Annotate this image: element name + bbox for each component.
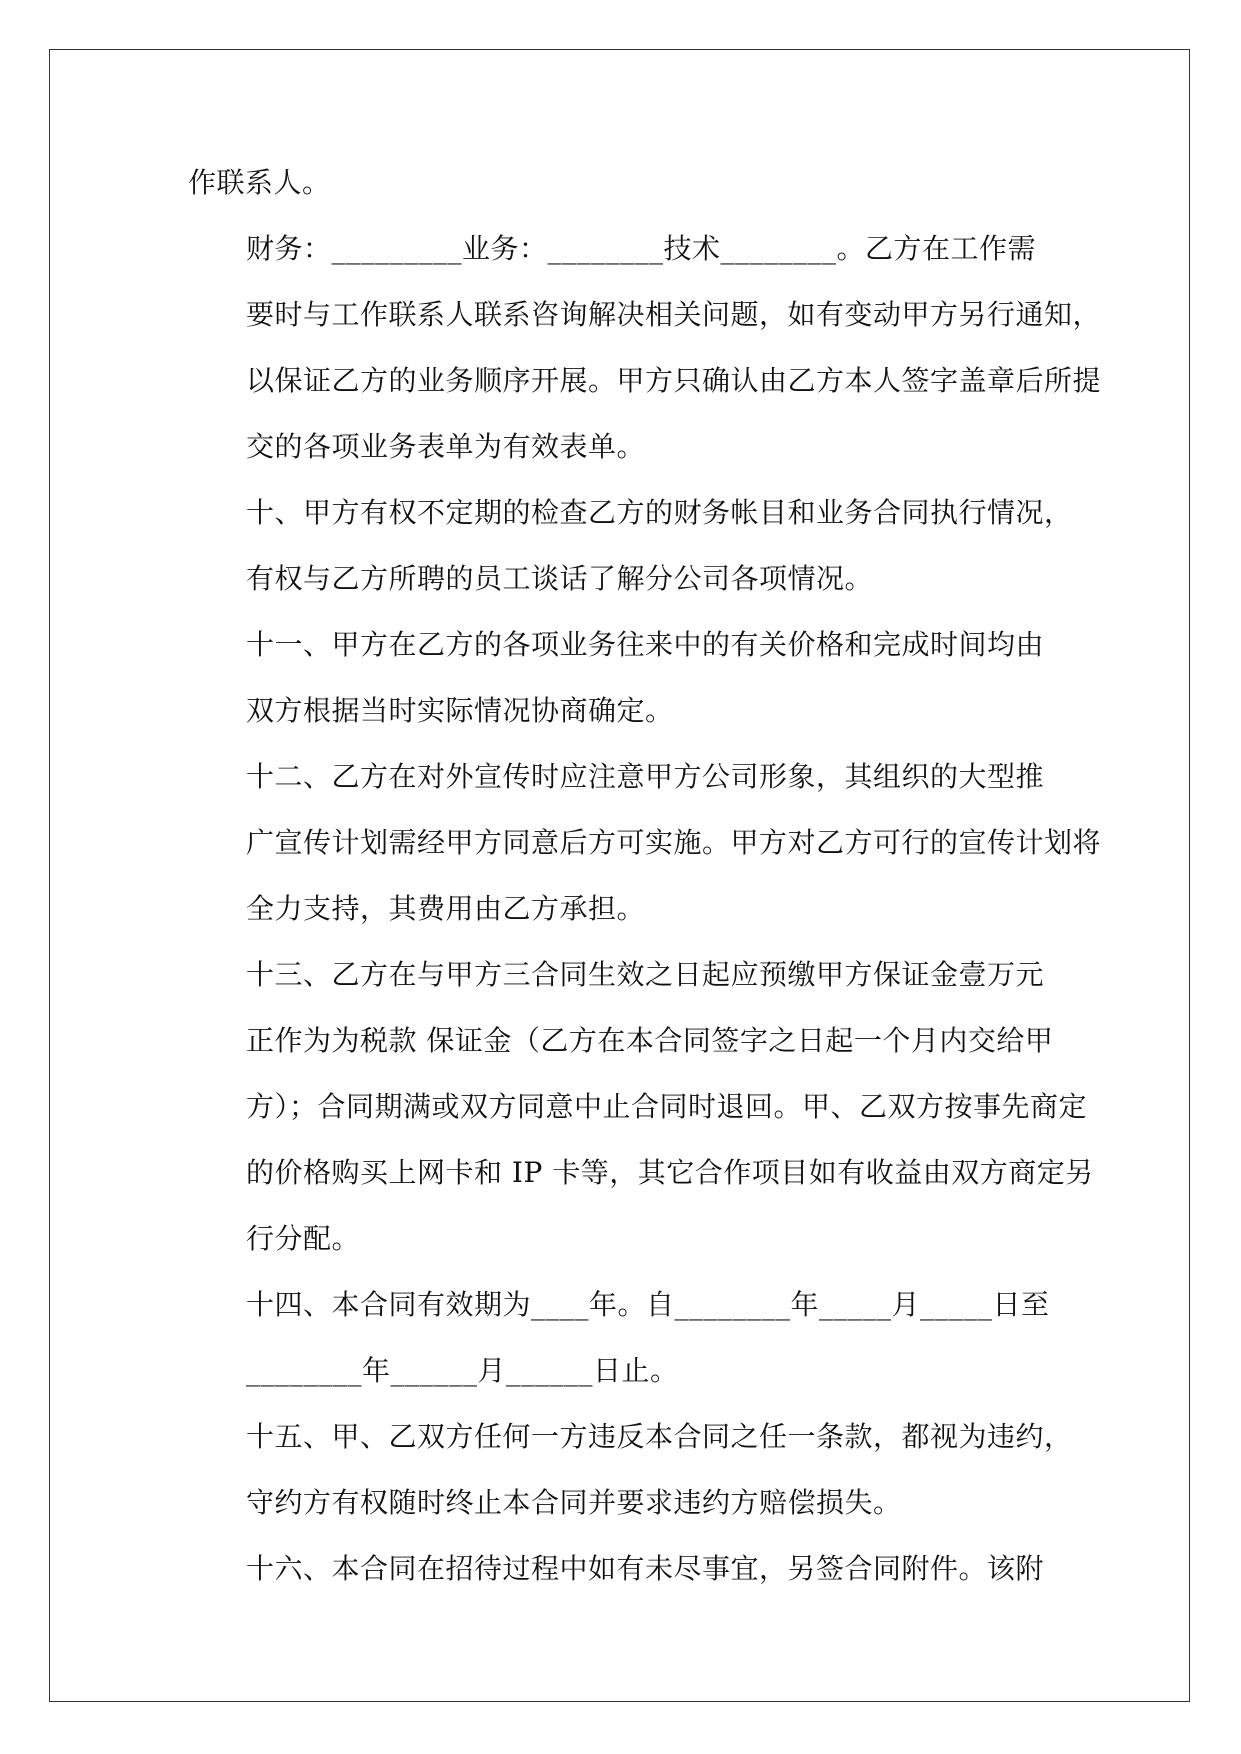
text-line: 行分配。 (246, 1222, 361, 1255)
clause-15 (188, 1404, 1073, 1536)
clause-16 (188, 1536, 1058, 1602)
document-body (188, 150, 1102, 1602)
text-line: 有权与乙方所聘的员工谈话了解分公司各项情况。 (246, 562, 874, 595)
text-line: 十二、乙方在对外宣传时应注意甲方公司形象，其组织的大型推 (246, 760, 1045, 793)
text-line: 的价格购买上网卡和 IP 卡等，其它合作项目如有收益由双方商定另 (246, 1156, 1094, 1189)
clause-11 (188, 612, 1058, 744)
clause-14 (188, 1272, 1058, 1404)
text-line: 作联系人。 (188, 166, 331, 199)
text-line: 双方根据当时实际情况协商确定。 (246, 694, 674, 727)
clause-12 (188, 744, 1102, 942)
text-line: 方）；合同期满或双方同意中止合同时退回。甲、乙双方按事先商定 (246, 1090, 1088, 1123)
text-line: 以保证乙方的业务顺序开展。甲方只确认由乙方本人签字盖章后所提 (246, 364, 1102, 397)
text-line: 十一、甲方在乙方的各项业务往来中的有关价格和完成时间均由 (246, 628, 1045, 661)
text-line: 全力支持，其费用由乙方承担。 (246, 892, 646, 925)
text-line: 要时与工作联系人联系咨询解决相关问题，如有变动甲方另行通知， (246, 298, 1102, 331)
clause-13 (188, 942, 1094, 1272)
text-line: 交的各项业务表单为有效表单。 (246, 430, 646, 463)
text-line: 正作为为税款 保证金（乙方在本合同签字之日起一个月内交给甲 (246, 1024, 1054, 1057)
text-line: ________年______月______日止。 (246, 1354, 679, 1387)
text-line: 守约方有权随时终止本合同并要求违约方赔偿损失。 (246, 1486, 902, 1519)
paragraph-contacts (188, 216, 1102, 480)
text-line: 十、甲方有权不定期的检查乙方的财务帐目和业务合同执行情况， (246, 496, 1073, 529)
text-line: 十三、乙方在与甲方三合同生效之日起应预缴甲方保证金壹万元 (246, 958, 1045, 991)
text-line: 十五、甲、乙双方任何一方违反本合同之任一条款，都视为违约， (246, 1420, 1073, 1453)
text-line: 广宣传计划需经甲方同意后方可实施。甲方对乙方可行的宣传计划将 (246, 826, 1102, 859)
clause-10 (188, 480, 1073, 612)
text-line: 十六、本合同在招待过程中如有未尽事宜，另签合同附件。该附 (246, 1552, 1045, 1585)
text-line: 财务：_________业务：________技术________。乙方在工作需 (246, 232, 1037, 265)
paragraph-contact-tail (188, 150, 1058, 216)
text-line: 十四、本合同有效期为____年。自________年_____月_____日至 (246, 1288, 1050, 1321)
